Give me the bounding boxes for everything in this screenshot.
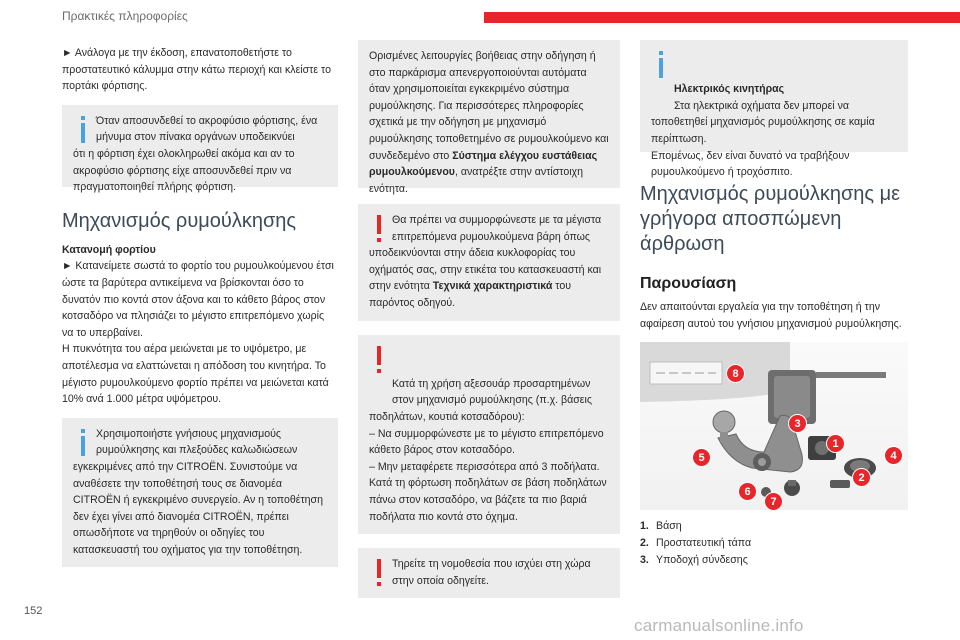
warning-rest: ποδηλάτων, κουτιά κοτσαδόρου): – Να συμμορφώνεστε με το μέγιστο επιτρεπόμενο κάθετο βάρος στον κοτσαδόρο. – Μην μεταφέρετε περισσότερα από 3 ποδήλατα. Κατά τη φόρτωση ποδηλάτων σε βάση ποδηλάτων πάνω στον κοτσαδόρο, να βάζετε τα πιο βαριά ποδήλατα πιο κοντά στο όχημα. bbox=[369, 410, 607, 523]
figure-badge-5: 5 bbox=[692, 448, 711, 467]
load-paragraph-1: ► Κατανείμετε σωστά το φορτίο του ρυμουλκούμενου έτσι ώστε τα βαρύτερα αντικείμενα να βρίσκονται όσο το δυνατόν πιο κοντά στον άξονα και το κάθετο βάρος στον κοτσαδόρο να πλησιάζει το μέγιστο επιτρεπόμενο χωρίς να το υπερβαίνει. bbox=[62, 260, 334, 339]
legend-item bbox=[640, 535, 908, 552]
figure-badge-3: 3 bbox=[788, 414, 807, 433]
warning-icon bbox=[373, 346, 385, 374]
figure-badge-8: 8 bbox=[726, 364, 745, 383]
warning-icon bbox=[373, 559, 385, 587]
section-title-quick-release: Μηχανισμός ρυμούλκησης με γρήγορα αποσπώμενη άρθρωση bbox=[640, 183, 901, 255]
warning-box-accessories bbox=[358, 335, 620, 535]
section-title-towing: Μηχανισμός ρυμούλκησης bbox=[62, 209, 297, 232]
presentation-heading: Παρουσίαση bbox=[640, 275, 737, 292]
towbar-figure bbox=[640, 342, 908, 510]
warning-first-lines: Θα πρέπει να συμμορφώνεστε με τα μέγιστα επιτρεπόμενα ρυμουλκούμενα βάρη όπως bbox=[392, 214, 602, 243]
info-box-rest: εγκεκριμένες από την CITROËN. Συνιστούμε να αναθέσετε την τοποθέτησή τους σε διανομέα CITROËN ή εγκεκριμένο συνεργείο. Αν η τοποθέτηση δεν έχει γίνει από διανομέα CITROËN, πρέπει οπωσδήποτε να τηρηθούν οι οδηγίες του κατασκευαστή του οχήματος για την τοποθέτηση. bbox=[73, 460, 323, 556]
driving-aids-link: Σύστημα ελέγχου ευστάθειας ρυμουλκούμενου bbox=[369, 149, 598, 179]
load-paragraph-2: Η πυκνότητα του αέρα μειώνεται με το υψόμετρο, με αποτέλεσμα να ελαττώνεται η απόδοση του κινητήρα. Το μέγιστο ρυμουλκούμενο φορτίο πρέπει να μειώνεται κατά 10% ανά 1.000 μέτρα υψόμετρου. bbox=[62, 343, 329, 406]
warning-rest-2: του παρόντος οδηγού. bbox=[369, 280, 572, 309]
figure-badge-7: 7 bbox=[764, 492, 783, 510]
warning-box-legislation bbox=[358, 548, 620, 598]
figure-badge-1: 1 bbox=[826, 434, 845, 453]
info-box-charging bbox=[62, 105, 338, 194]
load-distribution-heading: Κατανομή φορτίου bbox=[62, 243, 156, 256]
legend-number: 3. bbox=[640, 554, 649, 567]
info-box-rest: τοποθετηθεί μηχανισμός ρυμούλκησης σε καμία περίπτωση. Επομένως, δεν είναι δυνατό να τραβήξουν ρυμουλκούμενο ή τροχόσπιτο. bbox=[651, 116, 875, 179]
legend-item bbox=[640, 552, 908, 569]
info-box-title: Ηλεκτρικός κινητήρας bbox=[674, 83, 785, 96]
warning-text: Τηρείτε τη νομοθεσία που ισχύει στη χώρα στην οποία οδηγείτε. bbox=[392, 558, 591, 587]
driving-aids-text-1: Ορισμένες λειτουργίες βοήθειας στην οδήγηση ή στο παρκάρισμα απενεργοποιούνται αυτόματα όταν χρησιμοποιείται εγκεκριμένο σύστημα ρυμούλκησης. Για περισσότερες πληροφορίες σχετικά με την οδήγηση με μηχανισμό ρυμούλκησης τοποθετημένο σε ρυμουλκούμενο και συνδεδεμένο στο bbox=[369, 50, 609, 162]
info-box-rest: ότι η φόρτιση έχει ολοκληρωθεί ακόμα και αν το ακροφύσιο φόρτισης είχε αποσυνδεθεί πριν να πραγματοποιηθεί πλήρης φόρτιση. bbox=[73, 147, 295, 194]
figure-badge-2: 2 bbox=[852, 468, 871, 487]
warning-icon bbox=[373, 215, 385, 243]
figure-badge-6: 6 bbox=[738, 482, 757, 501]
info-box-genuine-parts bbox=[62, 418, 338, 568]
info-icon bbox=[77, 116, 89, 144]
warning-first-lines: Κατά τη χρήση αξεσουάρ προσαρτημένων στον μηχανισμό ρυμούλκησης (π.χ. βάσεις bbox=[392, 377, 592, 407]
watermark-text: carmanualsonline.info bbox=[634, 616, 804, 635]
legend-text: Υποδοχή σύνδεσης bbox=[656, 554, 748, 567]
towbar-illustration bbox=[640, 342, 908, 510]
legend-text: Βάση bbox=[656, 520, 682, 533]
column-right bbox=[640, 40, 908, 569]
legend-number: 2. bbox=[640, 537, 649, 550]
presentation-paragraph: Δεν απαιτούνται εργαλεία για την τοποθέτηση ή την αφαίρεση αυτού του γνήσιου μηχανισμού ρυμούλκησης. bbox=[640, 301, 902, 330]
info-box-first-lines: Όταν αποσυνδεθεί το ακροφύσιο φόρτισης, ένα μήνυμα στον πίνακα οργάνων υποδεικνύει bbox=[96, 114, 318, 144]
legend-item bbox=[640, 518, 908, 535]
info-box-electric-motor bbox=[640, 40, 908, 179]
info-box-first-lines: Χρησιμοποιήστε γνήσιους μηχανισμούς ρυμούλκησης και πλεξούδες καλωδιώσεων bbox=[96, 427, 298, 457]
column-middle bbox=[358, 40, 620, 598]
driving-aids-text-2: , ανατρέξτε στην αντίστοιχη ενότητα. bbox=[369, 166, 584, 195]
figure-legend bbox=[640, 518, 908, 569]
header-accent-bar bbox=[484, 12, 960, 23]
info-icon bbox=[77, 429, 89, 457]
technical-specs-link: Τεχνικά χαρακτηριστικά bbox=[432, 280, 553, 293]
info-icon bbox=[655, 51, 667, 79]
grey-box-driving-aids bbox=[358, 40, 620, 195]
page-number: 152 bbox=[24, 605, 43, 617]
figure-badge-4: 4 bbox=[884, 446, 903, 465]
page-header-title: Πρακτικές πληροφορίες bbox=[62, 9, 188, 23]
warning-box-weights bbox=[358, 204, 620, 321]
intro-paragraph: ► Ανάλογα με την έκδοση, επανατοποθετήστε το προστατευτικό κάλυμμα στην κάτω περιοχή και κλείστε το πορτάκι φόρτισης. bbox=[62, 47, 331, 93]
info-box-first-line: Στα ηλεκτρικά οχήματα δεν μπορεί να bbox=[674, 99, 850, 112]
legend-number: 1. bbox=[640, 520, 649, 533]
legend-text: Προστατευτική τάπα bbox=[656, 537, 752, 550]
column-left bbox=[62, 40, 338, 567]
warning-rest-1: υποδεικνύονται στην άδεια κυκλοφορίας του οχήματός σας, στην ετικέτα του κατασκευαστή και στην ενότητα bbox=[369, 247, 602, 293]
